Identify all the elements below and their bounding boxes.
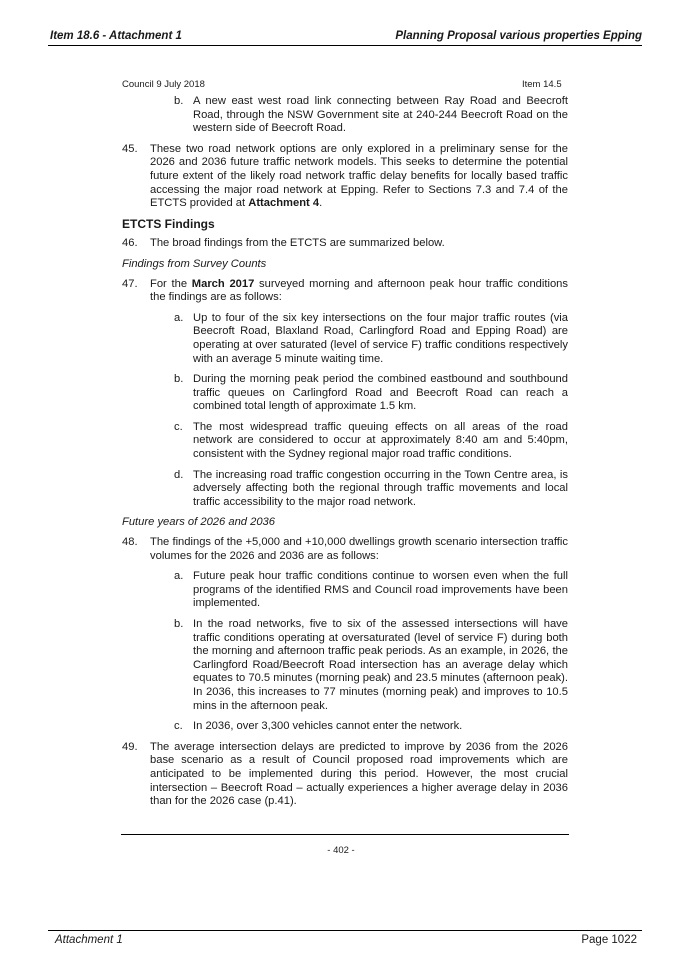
subheading-future-years: Future years of 2026 and 2036 [122, 516, 276, 529]
list-item [122, 570, 568, 611]
survey-date: March 2017 [191, 277, 255, 290]
paragraph-text: The average intersection delays are predicted to improve by 2036 from the 2026 base scenario as a result of Council proposed road improvements which are anticipated to be implemented during this period. However, the most crucial intersection – Beecroft Road – actually experiences a higher average delay in 2036 than for the 2026 case (p.41). [150, 740, 568, 808]
list-item-text: During the morning peak period the combined eastbound and southbound traffic queues on Carlingford Road and Beecroft Road can reach a combined total length of approximate 1.5 km. [193, 373, 568, 413]
footer-left: Attachment 1 [55, 934, 123, 946]
header-rule [48, 45, 642, 46]
header-right: Planning Proposal various properties Epping [395, 30, 642, 42]
paragraph-number: 49. [122, 740, 138, 753]
paragraph-49 [122, 741, 568, 809]
meeting-date: Council 9 July 2018 [122, 79, 205, 90]
document-body [122, 95, 568, 816]
list-item [122, 618, 568, 713]
list-item-text: The increasing road traffic congestion occurring in the Town Centre area, is adversely affecting both the regional through traffic movements and local traffic accessibility to the major road network. [193, 468, 568, 508]
list-item-text: In the road networks, five to six of the assessed intersections will have traffic conditions operating at oversaturated (level of service F) during both the morning and afternoon traffic peak periods. As an example, in 2026, the Carlingford Road/Beecroft Road intersection has an average delay which equates to 70.5 minutes (morning peak) and 23.5 minutes (afternoon peak). In 2036, this increases to 77 minutes (morning peak) and improves to 10.5 mins in the afternoon peak. [193, 618, 569, 712]
paragraph-48 [122, 536, 568, 563]
paragraph-text: The broad findings from the ETCTS are summarized below. [150, 237, 445, 250]
paragraph-number: 46. [122, 237, 138, 250]
list-marker: a. [174, 311, 184, 324]
attachment-reference: Attachment 4 [248, 197, 320, 210]
paragraph-text: These two road network options are only explored in a preliminary sense for the 2026 and 2036 future traffic network models. This seeks to determine the potential future extent of the likely road network traffic delay benefits for locally based traffic accessing the major road network at Epping. Refer to Sections 7.3 and 7.4 of the ETCTS provided at [150, 142, 568, 210]
list-marker: b. [174, 95, 184, 107]
list-item-text: Up to four of the six key intersections on the four major traffic routes (via Beecroft Road, Blaxland Road, Carlingford Road and Epping Road) are operating at over saturated (level of service F) traffic conditions respectively with an average 5 minute waiting time. [193, 311, 568, 365]
list-item-text: A new east west road link connecting between Ray Road and Beecroft Road, through the NSW Government site at 240-244 Beecroft Road on the western side of Beecroft Road. [193, 95, 568, 135]
list-marker: d. [174, 468, 184, 481]
paragraph-47 [122, 278, 568, 305]
list-item [122, 373, 568, 414]
paragraph-text: The findings of the +5,000 and +10,000 dwellings growth scenario intersection traffic volumes for the 2026 and 2036 are as follows: [150, 536, 568, 562]
section-heading: ETCTS Findings [122, 216, 215, 231]
list-item [122, 469, 568, 510]
page-number: - 402 - [327, 845, 355, 856]
paragraph-text: For the [150, 277, 192, 290]
bottom-rule [48, 930, 642, 931]
list-marker: b. [174, 373, 184, 386]
list-item-b-road-link [122, 95, 568, 136]
list-item [122, 312, 568, 366]
list-marker: c. [174, 420, 183, 433]
paragraph-number: 45. [122, 142, 138, 155]
footer-rule [121, 834, 569, 835]
item-number: Item 14.5 [522, 79, 562, 90]
list-marker: b. [174, 618, 184, 630]
list-item-text: Future peak hour traffic conditions continue to worsen even when the full programs of the identified RMS and Council road improvements have been implemented. [193, 570, 568, 610]
list-item-text: In 2036, over 3,300 vehicles cannot enter the network. [193, 720, 463, 733]
paragraph-46 [122, 237, 568, 251]
list-item-text: The most widespread traffic queuing effects on all areas of the road network are considered to occur at approximately 8:40 am and 5:40pm, consistent with the Sydney regional major road traffic conditions. [193, 420, 568, 461]
paragraph-45 [122, 143, 568, 211]
subheading-survey-counts: Findings from Survey Counts [122, 257, 267, 270]
list-item [122, 720, 568, 734]
paragraph-number: 47. [122, 277, 138, 290]
paragraph-number: 48. [122, 536, 138, 549]
list-item [122, 421, 568, 462]
list-marker: a. [174, 570, 184, 583]
paragraph-end: . [319, 197, 323, 210]
footer-right: Page 1022 [581, 934, 637, 946]
header-left: Item 18.6 - Attachment 1 [50, 30, 182, 42]
list-marker: c. [174, 720, 183, 733]
paragraph-text-cont: surveyed morning and afternoon peak hour traffic conditions the findings are as follows: [150, 277, 569, 304]
